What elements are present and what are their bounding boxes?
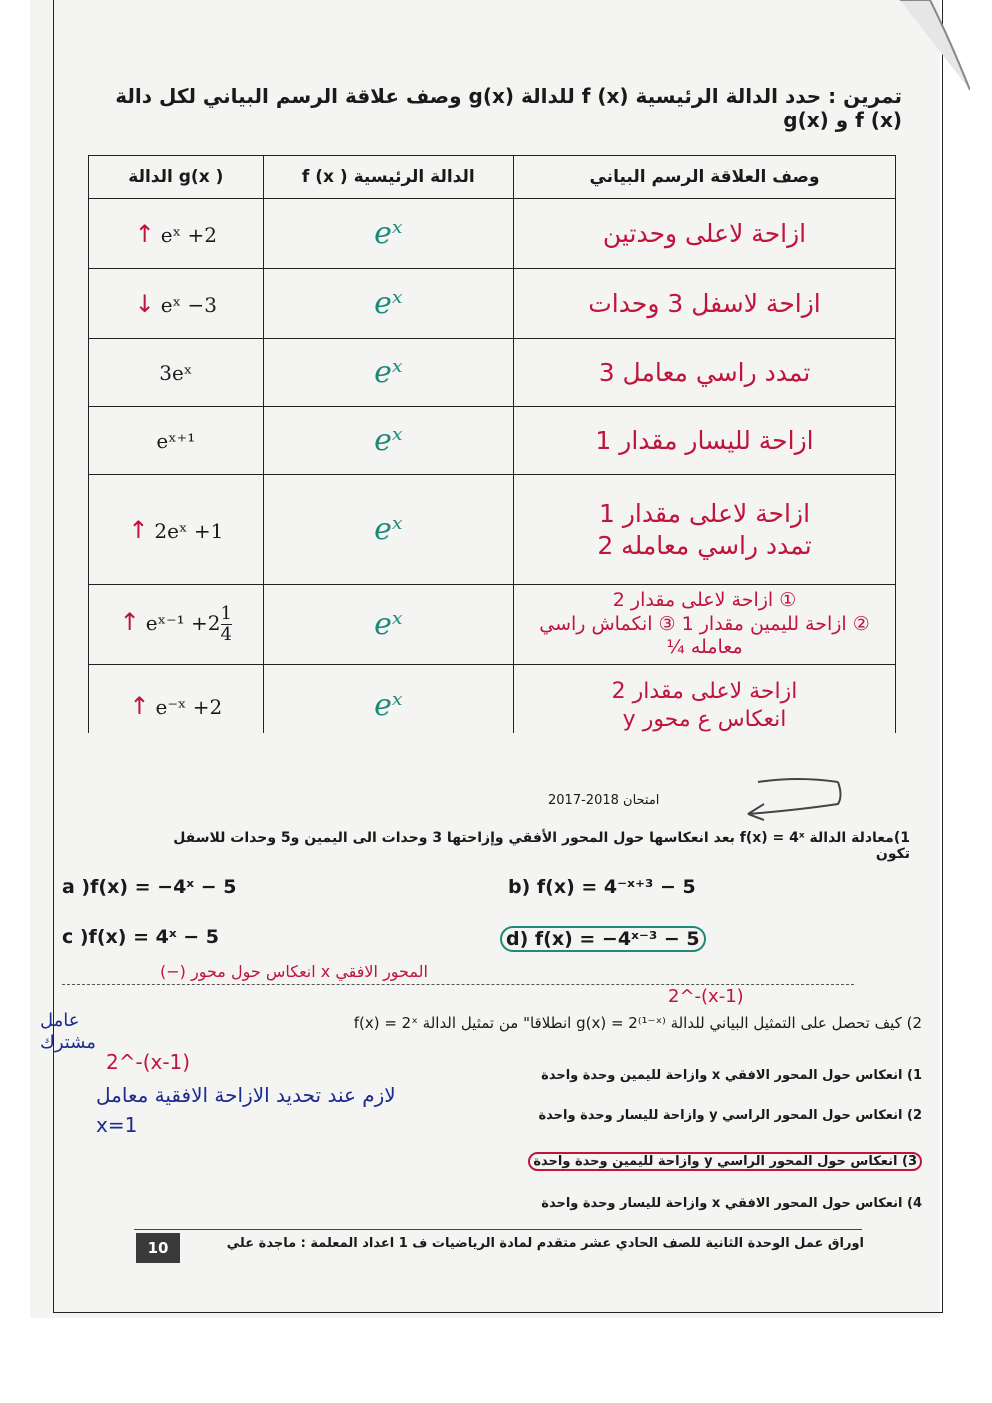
header-gfun: g(x ) الدالة (89, 156, 264, 199)
option-b[interactable]: b) f(x) = 4⁻ˣ⁺³ − 5 (508, 876, 696, 898)
choice-1[interactable]: 1) انعكاس حول المحور الافقي x وازاحة لليمين وحدة واحدة (541, 1068, 922, 1083)
arrow-down-icon: ↓ (134, 289, 155, 318)
table-header-row (89, 156, 896, 199)
arrow-up-icon: ↑ (119, 608, 140, 636)
row-gfun: eˣ +2↑ (89, 199, 264, 269)
row-parent: eˣ (263, 475, 513, 585)
left-arrow-icon (738, 774, 848, 824)
question-1: 1)معادلة الدالة f(x) = 4ˣ بعد انعكاسها حول المحور الأفقي وإزاحتها 3 وحدات الى اليمين و5 وحدات للاسفل تكون (173, 830, 910, 862)
row-parent: eˣ (263, 665, 513, 747)
row-description: تمدد راسي معامل 3 (514, 339, 896, 407)
row-description: ① ازاحة لاعلى مقدار 2 ② ازاحة لليمين مقدار 1 ③ انكماش راسي معامله ¼ (514, 585, 896, 665)
question-2: 2) كيف تحصل على التمثيل البياني للدالة g(x) = 2⁽¹⁻ˣ⁾ انطلاقا" من تمثيل الدالة f(x) = 2ˣ (353, 1014, 922, 1032)
margin-note-factor: عامل مشترك (40, 1010, 96, 1053)
choice-3-selected[interactable]: 3) انعكاس حول المحور الراسي y وازاحة لليمين وحدة واحدة (528, 1152, 922, 1171)
row-gfun: $\frac{1}{4}$ eˣ⁻¹ +2↑ (89, 585, 264, 665)
table-cut-edge (82, 733, 912, 753)
header-description: وصف العلاقة الرسم البياني (514, 156, 896, 199)
option-a[interactable]: a )f(x) = −4ˣ − 5 (62, 876, 237, 898)
header-parent: الدالة الرئيسية ( f (x (263, 156, 513, 199)
table-row (89, 199, 896, 269)
row-parent: eˣ (263, 407, 513, 475)
handwritten-note-q1: (−) انعكاس حول محور x المحور الافقي (160, 962, 428, 981)
table-row (89, 585, 896, 665)
fraction-quarter: $\frac{1}{4}$ (220, 603, 232, 645)
row-description: ازاحة لاعلى وحدتين (514, 199, 896, 269)
footer-text: اوراق عمل الوحدة الثانية للصف الحادي عشر متقدم لمادة الرياضيات ف 1 اعداد المعلمة : ماجدة علي (226, 1236, 864, 1251)
choice-2[interactable]: 2) انعكاس حول المحور الراسي y وازاحة لليسار وحدة واحدة (538, 1108, 922, 1123)
row-gfun: eˣ⁺¹ (89, 407, 264, 475)
option-c[interactable]: c )f(x) = 4ˣ − 5 (62, 926, 220, 948)
option-d-selected[interactable]: d) f(x) = −4ˣ⁻³ − 5 (500, 926, 706, 952)
row-parent: eˣ (263, 339, 513, 407)
arrow-up-icon: ↑ (128, 515, 149, 544)
row-parent: eˣ (263, 269, 513, 339)
row-gfun: 3eˣ (89, 339, 264, 407)
row-gfun: eˣ −3↓ (89, 269, 264, 339)
page-number: 10 (136, 1233, 180, 1263)
choice-4[interactable]: 4) انعكاس حول المحور الافقي x وازاحة لليسار وحدة واحدة (541, 1196, 922, 1211)
row-description: ازاحة لاسفل 3 وحدات (514, 269, 896, 339)
row-gfun: e⁻ˣ +2↑ (89, 665, 264, 747)
row-description: ازاحة لاعلى مقدار 2 انعكاس ع محور y (514, 665, 896, 747)
row-parent: eˣ (263, 585, 513, 665)
footer-divider (134, 1229, 862, 1230)
row-parent: eˣ (263, 199, 513, 269)
table-row (89, 407, 896, 475)
exam-year-label: امتحان 2018-2017 (548, 793, 660, 808)
arrow-up-icon: ↑ (134, 219, 155, 248)
table-row (89, 475, 896, 585)
handwritten-note-q1-exp: 2^-(x-1) (668, 986, 744, 1007)
row-gfun: 2eˣ +1↑ (89, 475, 264, 585)
table-row (89, 339, 896, 407)
folded-corner (900, 0, 970, 90)
row-description: ازاحة لليسار مقدار 1 (514, 407, 896, 475)
arrow-up-icon: ↑ (129, 691, 150, 720)
divider (62, 984, 854, 985)
margin-note-shift: لازم عند تحديد الازاحة الافقية معامل x=1 (96, 1083, 396, 1137)
exercise-table (88, 155, 896, 747)
margin-note-exp: 2^-(x-1) (106, 1050, 191, 1074)
table-row (89, 269, 896, 339)
exercise-title: تمرين : حدد الدالة الرئيسية f (x) للدالة g(x) وصف علاقة الرسم البياني لكل دالة f (x) و g(x) (115, 84, 902, 132)
row-description: ازاحة لاعلى مقدار 1 تمدد راسي معامله 2 (514, 475, 896, 585)
